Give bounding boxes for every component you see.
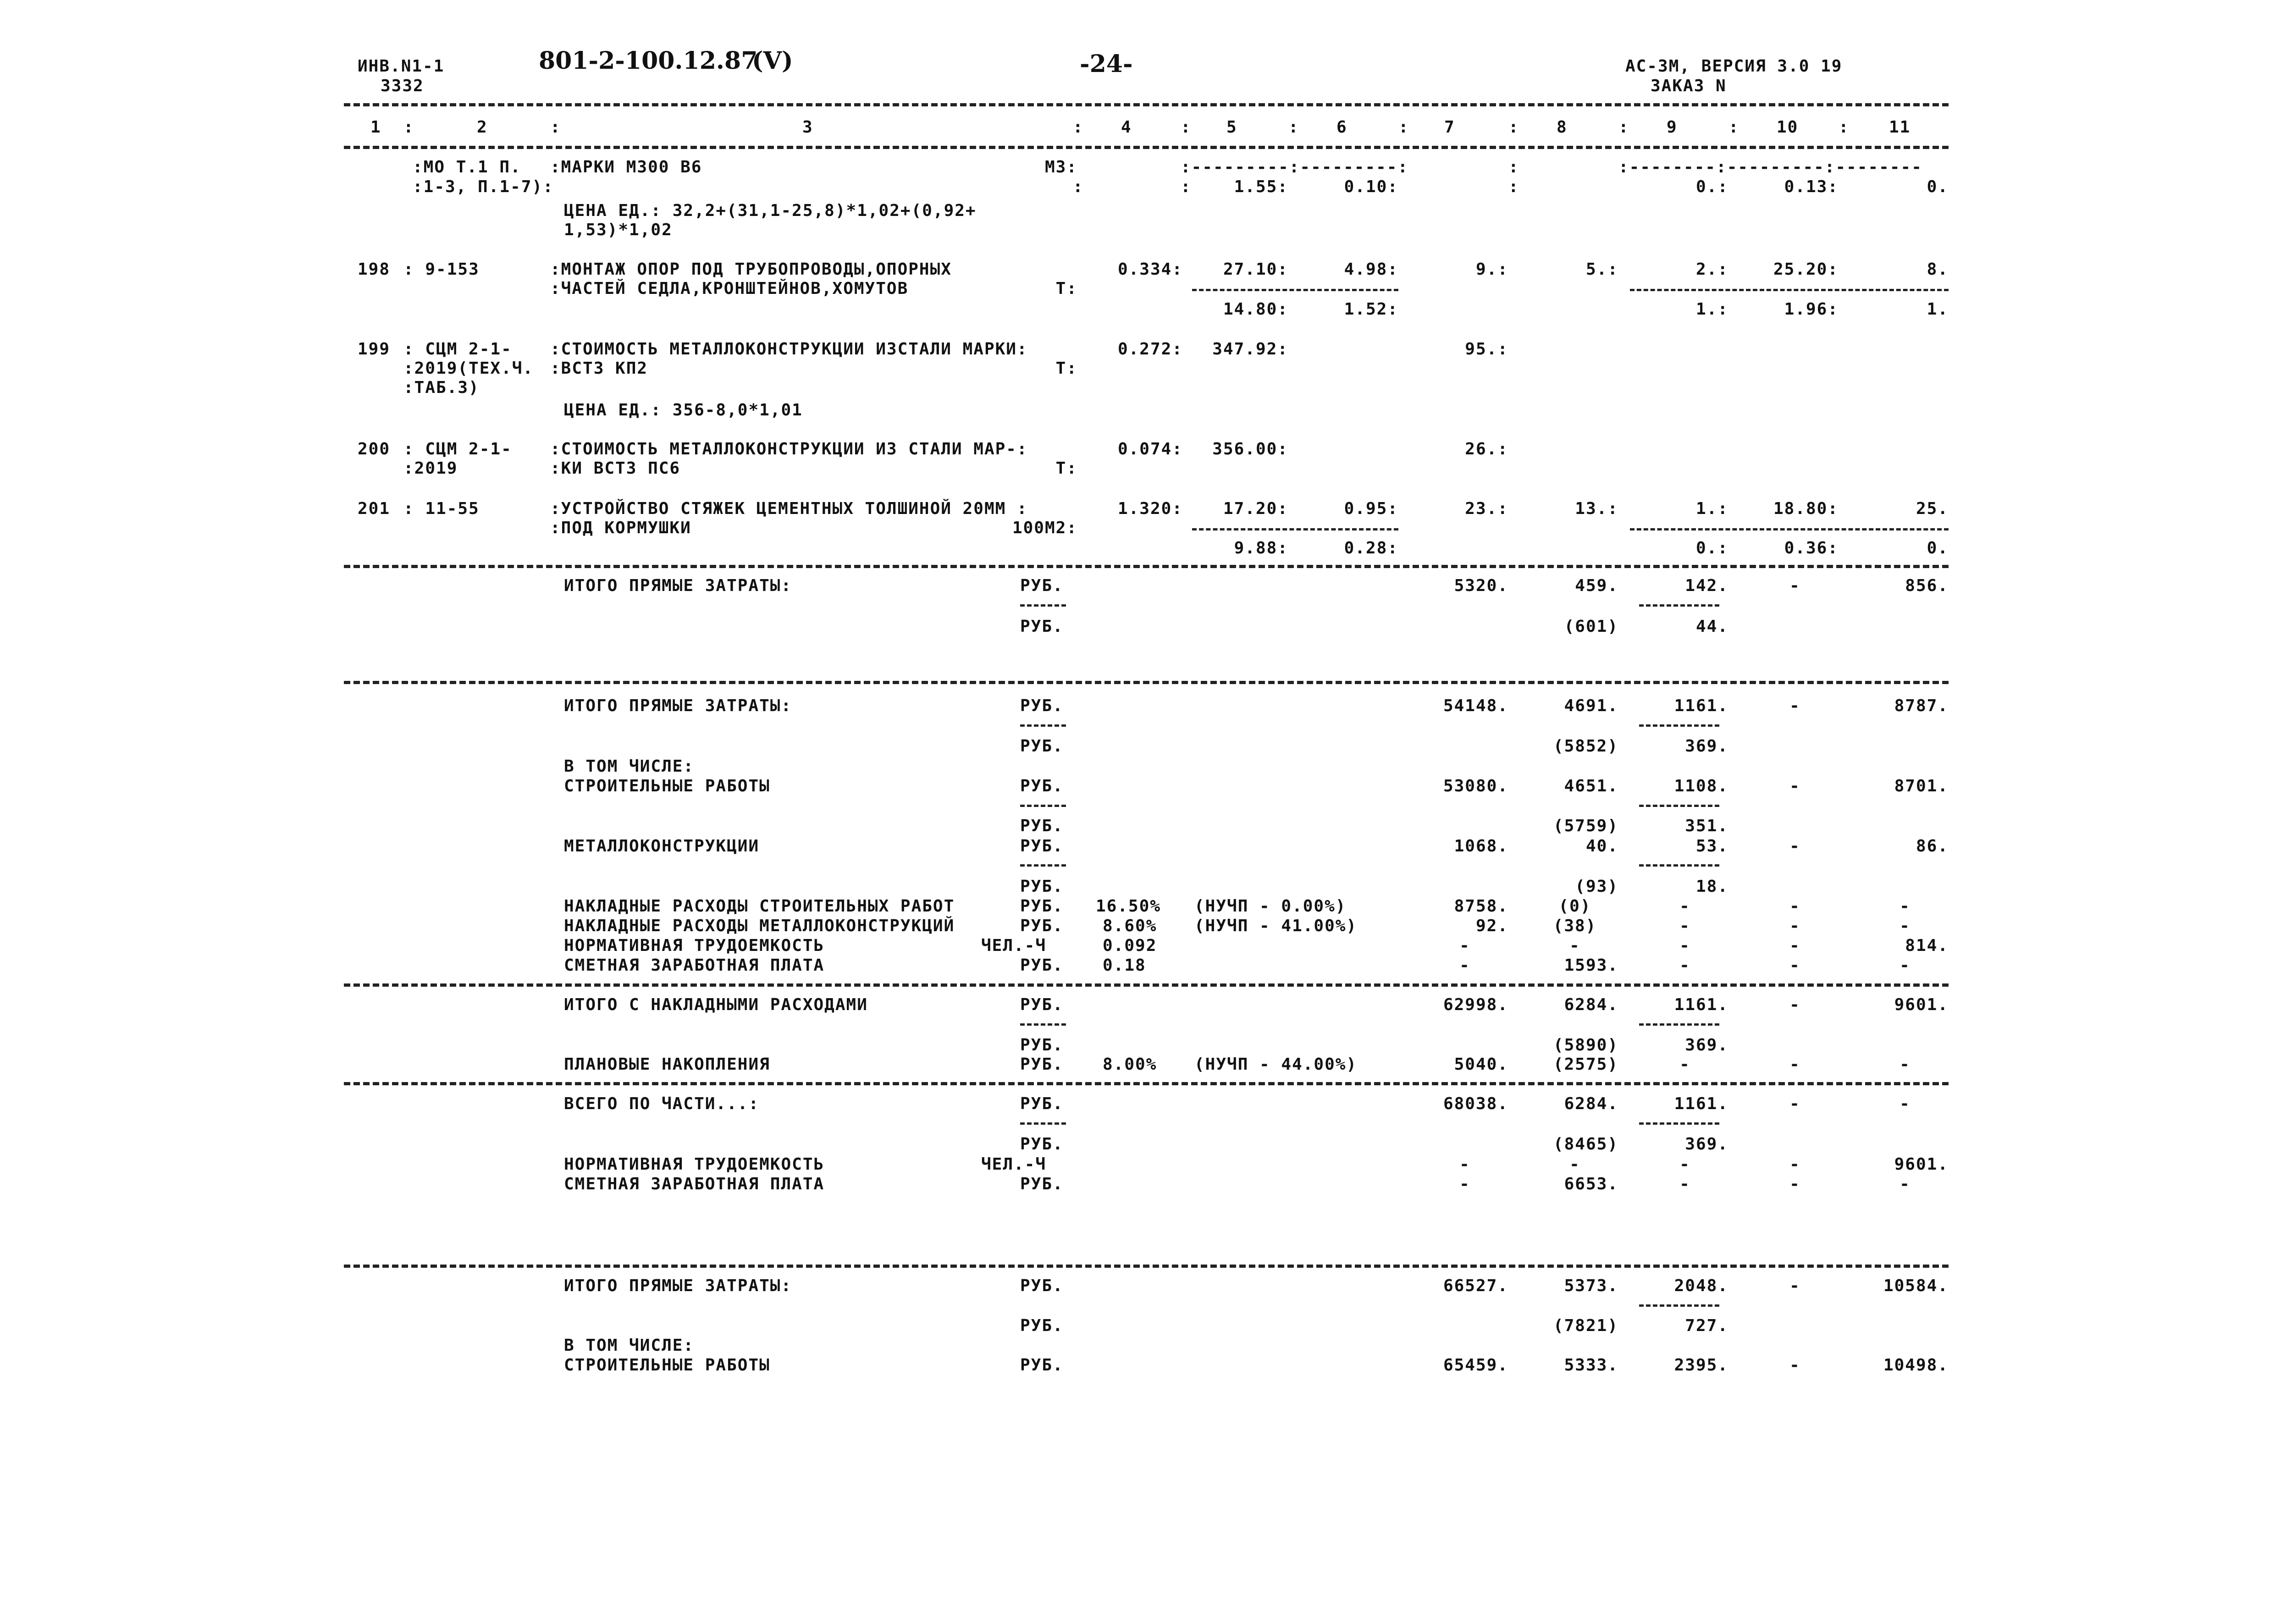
row-description: :УСТРОЙСТВО СТЯЖЕК ЦЕМЕНТНЫХ ТОЛШИНОЙ 20ММ :: [550, 499, 1028, 518]
cell-col9: 369.: [1685, 737, 1728, 756]
row-dash: :---------:---------:: [1181, 158, 1409, 177]
cell-col10: -: [1789, 995, 1800, 1014]
row-number: 199: [358, 340, 391, 359]
col-header: 5: [1226, 118, 1237, 137]
rule-overhead: [344, 983, 1949, 987]
subsection-label: В ТОМ ЧИСЛЕ:: [564, 1336, 695, 1355]
cell-col11: -: [1899, 897, 1911, 916]
cell-col9: -: [1679, 956, 1690, 975]
cell-col8: (5890): [1553, 1036, 1618, 1055]
cell-col9: 2395.: [1674, 1356, 1728, 1375]
cell-col7: -: [1459, 1155, 1470, 1174]
cell-divider: [1639, 864, 1719, 867]
cell-col8: 459.: [1575, 576, 1618, 595]
total-unit: ЧЕЛ.-Ч: [981, 1155, 1047, 1174]
row-sep: :: [1508, 158, 1519, 177]
col-sep: :: [1073, 118, 1084, 137]
cell-col7: 66527.: [1443, 1276, 1508, 1295]
cell-col10: -: [1789, 956, 1800, 975]
cell-col56: (НУЧП - 41.00%): [1194, 917, 1358, 935]
cell-col5: 17.20:: [1223, 499, 1288, 518]
col-header: 9: [1667, 118, 1678, 137]
page-number: -24-: [1080, 50, 1133, 78]
cell-col10: 0.13:: [1784, 177, 1839, 196]
cell-divider: [1192, 289, 1398, 291]
row-code: : СЦМ 2-1-: [403, 340, 512, 359]
total-label: ИТОГО ПРЯМЫЕ ЗАТРАТЫ:: [564, 576, 792, 595]
variant-mark: (V): [752, 47, 793, 75]
cell-col7: 9.:: [1475, 260, 1508, 279]
cell-col11: 0.: [1927, 177, 1949, 196]
row-code: :2019(ТЕХ.Ч.: [403, 359, 534, 378]
cell-col9: 727.: [1685, 1316, 1728, 1335]
cell-col11: -: [1899, 1175, 1911, 1193]
cell-divider: [1020, 724, 1066, 727]
total-label: НАКЛАДНЫЕ РАСХОДЫ МЕТАЛЛОКОНСТРУКЦИЙ: [564, 917, 955, 935]
total-unit: РУБ.: [1020, 877, 1064, 896]
total-label: СМЕТНАЯ ЗАРАБОТНАЯ ПЛАТА: [564, 1175, 825, 1193]
cell-col4: 8.60%: [1103, 917, 1157, 935]
cell-divider: [1630, 289, 1949, 291]
col-header: 10: [1777, 118, 1799, 137]
cell-col7: 8758.: [1454, 897, 1508, 916]
row-description: :ЧАСТЕЙ СЕДЛА,КРОНШТЕЙНОВ,ХОМУТОВ: [550, 279, 909, 298]
col-sep: :: [550, 118, 561, 137]
cell-col8: 6653.: [1564, 1175, 1618, 1193]
row-description: :ВСТ3 КП2: [550, 359, 648, 378]
cell-col7: 62998.: [1443, 995, 1508, 1014]
total-unit: РУБ.: [1020, 1175, 1064, 1193]
cell-col7: 65459.: [1443, 1356, 1508, 1375]
cell-col8: 4691.: [1564, 696, 1618, 715]
cell-col9: 369.: [1685, 1036, 1728, 1055]
inventory-number: 3332: [381, 77, 424, 95]
unit-price-formula: 1,53)*1,02: [564, 221, 673, 239]
cell-divider: [1020, 1023, 1066, 1026]
cell-divider: [1639, 724, 1719, 727]
cell-col9: -: [1679, 1155, 1690, 1174]
total-label: НАКЛАДНЫЕ РАСХОДЫ СТРОИТЕЛЬНЫХ РАБОТ: [564, 897, 955, 916]
col-header: 11: [1889, 118, 1911, 137]
cell-col8: (601): [1564, 617, 1618, 636]
row-code: :2019: [403, 459, 458, 478]
cell-col8: 1593.: [1564, 956, 1618, 975]
total-label: СТРОИТЕЛЬНЫЕ РАБОТЫ: [564, 1356, 770, 1375]
total-unit: РУБ.: [1020, 837, 1064, 856]
cell-col9: 2048.: [1674, 1276, 1728, 1295]
cell-col8: (5852): [1553, 737, 1618, 756]
total-label: СМЕТНАЯ ЗАРАБОТНАЯ ПЛАТА: [564, 956, 825, 975]
cell-col9: 53.: [1695, 837, 1728, 856]
cell-col11: 8.: [1927, 260, 1949, 279]
cell-divider: [1020, 604, 1066, 607]
total-label: ИТОГО ПРЯМЫЕ ЗАТРАТЫ:: [564, 1276, 792, 1295]
cell-col10: -: [1789, 1155, 1800, 1174]
cell-col10: -: [1789, 936, 1800, 955]
cell-col8: 6284.: [1564, 995, 1618, 1014]
cell-divider: [1630, 528, 1949, 530]
cell-col8: (93): [1575, 877, 1618, 896]
cell-divider: [1020, 1122, 1066, 1125]
rule-section: [344, 681, 1949, 684]
total-label: ПЛАНОВЫЕ НАКОПЛЕНИЯ: [564, 1055, 770, 1074]
cell-col10: 0.36:: [1784, 539, 1839, 558]
cell-col8: 13.:: [1575, 499, 1618, 518]
row-sep: :: [1181, 177, 1192, 196]
cell-col4: 0.334:: [1117, 260, 1183, 279]
col-header: 3: [802, 118, 813, 137]
col-sep: :: [1508, 118, 1519, 137]
cell-col11: 10584.: [1883, 1276, 1949, 1295]
cell-divider: [1020, 864, 1066, 867]
cell-col10: 1.96:: [1784, 300, 1839, 319]
rule-rows-end: [344, 565, 1949, 568]
cell-col8: (5759): [1553, 817, 1618, 835]
cell-col11: 856.: [1905, 576, 1949, 595]
total-unit: РУБ.: [1020, 1094, 1064, 1113]
cell-col11: 9601.: [1894, 995, 1949, 1014]
program-version: АС-3М, ВЕРСИЯ 3.0 19: [1625, 57, 1843, 76]
row-number: 198: [358, 260, 391, 279]
cell-col4: 0.18: [1103, 956, 1146, 975]
total-unit: РУБ.: [1020, 956, 1064, 975]
col-header: 2: [477, 118, 488, 137]
cell-col8: (2575): [1553, 1055, 1618, 1074]
cell-col9: -: [1679, 1175, 1690, 1193]
total-unit: РУБ.: [1020, 1276, 1064, 1295]
cell-col10: -: [1789, 777, 1800, 795]
cell-col11: -: [1899, 1055, 1911, 1074]
cell-col9: 142.: [1685, 576, 1728, 595]
total-label: ВСЕГО ПО ЧАСТИ...:: [564, 1094, 760, 1113]
total-label: ИТОГО С НАКЛАДНЫМИ РАСХОДАМИ: [564, 995, 868, 1014]
cell-col6: 0.28:: [1344, 539, 1398, 558]
cell-col10: -: [1789, 837, 1800, 856]
cell-col9: 1161.: [1674, 995, 1728, 1014]
col-header: 1: [370, 118, 381, 137]
cell-col10: -: [1789, 917, 1800, 935]
cell-col6: 0.95:: [1344, 499, 1398, 518]
total-unit: РУБ.: [1020, 1135, 1064, 1154]
total-label: НОРМАТИВНАЯ ТРУДОЕМКОСТЬ: [564, 1155, 825, 1174]
row-description: :КИ ВСТ3 ПС6: [550, 459, 681, 478]
row-number: 200: [358, 440, 391, 458]
cell-col7: -: [1459, 956, 1470, 975]
col-header: 4: [1121, 118, 1132, 137]
cell-col4: 0.272:: [1117, 340, 1183, 359]
row-description: :СТОИМОСТЬ МЕТАЛЛОКОНСТРУКЦИИ ИЗСТАЛИ МАРКИ:: [550, 340, 1028, 359]
cell-divider: [1639, 604, 1719, 607]
cell-col5: 14.80:: [1223, 300, 1288, 319]
rule-section: [344, 1265, 1949, 1268]
cell-col8: 6284.: [1564, 1094, 1618, 1113]
row-unit: Т:: [1055, 459, 1077, 478]
cell-col9: -: [1679, 897, 1690, 916]
cell-col11: -: [1899, 956, 1911, 975]
row-code: :1-3, П.1-7):: [413, 177, 554, 196]
cell-col5: 347.92:: [1212, 340, 1288, 359]
total-unit: РУБ.: [1020, 617, 1064, 636]
cell-col7: 95.:: [1465, 340, 1508, 359]
rule-plan: [344, 1082, 1949, 1085]
rule-top: [344, 103, 1949, 106]
cell-col10: 25.20:: [1773, 260, 1839, 279]
col-header: 6: [1336, 118, 1347, 137]
cell-col8: 5.:: [1585, 260, 1618, 279]
cell-col9: 351.: [1685, 817, 1728, 835]
cell-col5: 27.10:: [1223, 260, 1288, 279]
col-sep: :: [1839, 118, 1850, 137]
total-unit: РУБ.: [1020, 917, 1064, 935]
cell-col9: 1161.: [1674, 696, 1728, 715]
row-unit: Т:: [1055, 359, 1077, 378]
rule-header: [344, 146, 1949, 149]
cell-col7: 53080.: [1443, 777, 1508, 795]
cell-col4: 1.320:: [1117, 499, 1183, 518]
cell-col10: -: [1789, 1276, 1800, 1295]
cell-col11: 25.: [1916, 499, 1949, 518]
cell-col9: -: [1679, 917, 1690, 935]
col-sep: :: [1618, 118, 1629, 137]
cell-col10: -: [1789, 1175, 1800, 1193]
cell-col8: (38): [1553, 917, 1597, 935]
cell-col9: 369.: [1685, 1135, 1728, 1154]
total-unit: РУБ.: [1020, 1036, 1064, 1055]
row-unit: Т:: [1055, 279, 1077, 298]
cell-col5: 356.00:: [1212, 440, 1288, 458]
cell-col10: -: [1789, 576, 1800, 595]
cell-divider: [1020, 805, 1066, 807]
cell-col9: 18.: [1695, 877, 1728, 896]
cell-col7: 26.:: [1465, 440, 1508, 458]
row-description: :МОНТАЖ ОПОР ПОД ТРУБОПРОВОДЫ,ОПОРНЫХ: [550, 260, 952, 279]
cell-col10: -: [1789, 1055, 1800, 1074]
row-code: :МО Т.1 П.: [413, 158, 521, 177]
cell-col11: 1.: [1927, 300, 1949, 319]
order-label: ЗАКАЗ N: [1651, 77, 1727, 95]
cell-col5: 9.88:: [1234, 539, 1288, 558]
total-label: ИТОГО ПРЯМЫЕ ЗАТРАТЫ:: [564, 696, 792, 715]
cell-col56: (НУЧП - 0.00%): [1194, 897, 1347, 916]
subsection-label: В ТОМ ЧИСЛЕ:: [564, 757, 695, 776]
row-dash: :--------:---------:--------: [1618, 158, 1922, 177]
cell-col4: 16.50%: [1096, 897, 1161, 916]
cell-col7: 5040.: [1454, 1055, 1508, 1074]
row-description: :ПОД КОРМУШКИ: [550, 519, 691, 537]
cell-col7: 5320.: [1454, 576, 1508, 595]
cell-col11: 10498.: [1883, 1356, 1949, 1375]
total-unit: РУБ.: [1020, 1316, 1064, 1335]
unit-price-formula: ЦЕНА ЕД.: 32,2+(31,1-25,8)*1,02+(0,92+: [564, 201, 977, 220]
cell-col7: -: [1459, 936, 1470, 955]
cell-col8: 40.: [1585, 837, 1618, 856]
cell-col4: 0.092: [1103, 936, 1157, 955]
cell-col11: 8701.: [1894, 777, 1949, 795]
cell-col8: 4651.: [1564, 777, 1618, 795]
cell-col10: -: [1789, 1356, 1800, 1375]
col-sep: :: [1728, 118, 1739, 137]
cell-col7: -: [1459, 1175, 1470, 1193]
row-number: 201: [358, 499, 391, 518]
total-unit: РУБ.: [1020, 696, 1064, 715]
col-sep: :: [403, 118, 414, 137]
cell-col10: -: [1789, 1094, 1800, 1113]
cell-col9: -: [1679, 936, 1690, 955]
cell-col4: 8.00%: [1103, 1055, 1157, 1074]
cell-col7: 68038.: [1443, 1094, 1508, 1113]
total-unit: РУБ.: [1020, 737, 1064, 756]
cell-col10: -: [1789, 696, 1800, 715]
cell-col8: 5333.: [1564, 1356, 1618, 1375]
cell-col9: 1108.: [1674, 777, 1728, 795]
cell-col11: 9601.: [1894, 1155, 1949, 1174]
cell-col11: 86.: [1916, 837, 1949, 856]
cell-divider: [1639, 1304, 1719, 1307]
cell-col11: 8787.: [1894, 696, 1949, 715]
inventory-label: ИНВ.N1-1: [358, 57, 445, 76]
row-description: :МАРКИ М300 В6: [550, 158, 702, 177]
cell-col9: 0.:: [1695, 177, 1728, 196]
cell-col9: 2.:: [1695, 260, 1728, 279]
unit-price-formula: ЦЕНА ЕД.: 356-8,0*1,01: [564, 401, 803, 420]
col-header: 8: [1557, 118, 1568, 137]
row-code: :ТАБ.3): [403, 378, 480, 397]
cell-col7: 1068.: [1454, 837, 1508, 856]
cell-col56: (НУЧП - 44.00%): [1194, 1055, 1358, 1074]
cell-col5: 1.55:: [1234, 177, 1288, 196]
cell-col7: 92.: [1475, 917, 1508, 935]
cell-col11: 0.: [1927, 539, 1949, 558]
cell-col11: -: [1899, 917, 1911, 935]
row-description: :СТОИМОСТЬ МЕТАЛЛОКОНСТРУКЦИИ ИЗ СТАЛИ МАР-:: [550, 440, 1028, 458]
total-label: СТРОИТЕЛЬНЫЕ РАБОТЫ: [564, 777, 770, 795]
cell-col8: (8465): [1553, 1135, 1618, 1154]
cell-col8: -: [1569, 936, 1580, 955]
cell-col7: 23.:: [1465, 499, 1508, 518]
row-code: : 9-153: [403, 260, 480, 279]
total-unit: РУБ.: [1020, 1055, 1064, 1074]
row-code: : СЦМ 2-1-: [403, 440, 512, 458]
row-unit: М3:: [1044, 158, 1077, 177]
row-code: : 11-55: [403, 499, 480, 518]
row-sep: :: [1073, 177, 1084, 196]
cell-divider: [1192, 528, 1398, 530]
cell-col10: 18.80:: [1773, 499, 1839, 518]
total-label: МЕТАЛЛОКОНСТРУКЦИИ: [564, 837, 760, 856]
col-header: 7: [1444, 118, 1455, 137]
col-sep: :: [1288, 118, 1299, 137]
cell-col9: 1161.: [1674, 1094, 1728, 1113]
cell-col6: 4.98:: [1344, 260, 1398, 279]
cell-col7: 54148.: [1443, 696, 1508, 715]
cell-col9: -: [1679, 1055, 1690, 1074]
cell-divider: [1639, 1023, 1719, 1026]
cell-col8: (7821): [1553, 1316, 1618, 1335]
cell-col9: 1.:: [1695, 499, 1728, 518]
total-unit: РУБ.: [1020, 1356, 1064, 1375]
total-unit: РУБ.: [1020, 995, 1064, 1014]
cell-col11: -: [1899, 1094, 1911, 1113]
cell-divider: [1639, 805, 1719, 807]
total-unit: РУБ.: [1020, 576, 1064, 595]
cell-col10: -: [1789, 897, 1800, 916]
cell-col8: 5373.: [1564, 1276, 1618, 1295]
total-unit: РУБ.: [1020, 897, 1064, 916]
cell-col8: (0): [1558, 897, 1591, 916]
total-unit: РУБ.: [1020, 777, 1064, 795]
cell-divider: [1639, 1122, 1719, 1125]
cell-col11: 814.: [1905, 936, 1949, 955]
row-sep: :: [1508, 177, 1519, 196]
row-unit: 100М2:: [1012, 519, 1077, 537]
total-unit: ЧЕЛ.-Ч: [981, 936, 1047, 955]
cell-col9: 1.:: [1695, 300, 1728, 319]
cell-col4: 0.074:: [1117, 440, 1183, 458]
cell-col9: 44.: [1695, 617, 1728, 636]
cell-col8: -: [1569, 1155, 1580, 1174]
project-code: 801-2-100.12.87: [539, 47, 758, 75]
cell-col6: 1.52:: [1344, 300, 1398, 319]
cell-col6: 0.10:: [1344, 177, 1398, 196]
col-sep: :: [1398, 118, 1409, 137]
cell-col9: 0.:: [1695, 539, 1728, 558]
total-label: НОРМАТИВНАЯ ТРУДОЕМКОСТЬ: [564, 936, 825, 955]
total-unit: РУБ.: [1020, 817, 1064, 835]
col-sep: :: [1181, 118, 1192, 137]
